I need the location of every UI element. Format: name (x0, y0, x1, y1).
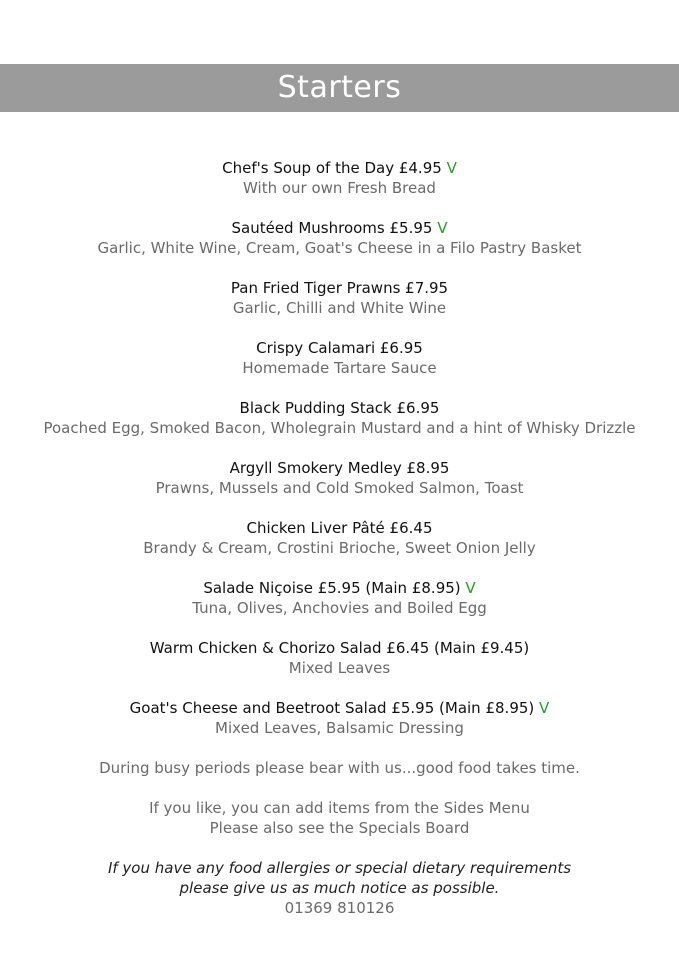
menu-item (0, 158, 679, 198)
vegetarian-marker: V (539, 699, 550, 717)
menu-item-description: Homemade Tartare Sauce (242, 359, 437, 377)
menu-item-name: Goat's Cheese and Beetroot Salad £5.95 (Main £8.95) V (129, 699, 550, 717)
menu-item-name: Pan Fried Tiger Prawns £7.95 (230, 279, 449, 297)
menu-item-description: Garlic, White Wine, Cream, Goat's Cheese in a Filo Pastry Basket (97, 239, 582, 257)
menu-item-name: Warm Chicken & Chorizo Salad £6.45 (Main £9.45) (149, 639, 530, 657)
phone-number: 01369 810126 (284, 899, 395, 917)
section-title: Starters (277, 70, 402, 105)
menu-item-name: Salade Niçoise £5.95 (Main £8.95) V (203, 579, 476, 597)
menu-item-name: Black Pudding Stack £6.95 (239, 399, 440, 417)
menu-item-name: Sautéed Mushrooms £5.95 V (231, 219, 448, 237)
menu-item-description: Prawns, Mussels and Cold Smoked Salmon, Toast (155, 479, 524, 497)
menu-item-description: Garlic, Chilli and White Wine (232, 299, 447, 317)
menu-item-description: Brandy & Cream, Crostini Brioche, Sweet Onion Jelly (143, 539, 536, 557)
allergy-text-line1: If you have any food allergies or special dietary requirements (107, 859, 572, 877)
menu-item-description: With our own Fresh Bread (243, 179, 436, 197)
menu-item-name: Crispy Calamari £6.95 (256, 339, 423, 357)
menu-item-name: Chef's Soup of the Day £4.95 V (222, 159, 457, 177)
menu-item (0, 398, 679, 438)
sides-note (0, 798, 679, 838)
busy-periods-text: During busy periods please bear with us...good food takes time. (99, 759, 580, 777)
vegetarian-marker: V (437, 219, 448, 237)
allergy-text-line2: please give us as much notice as possible. (179, 879, 500, 897)
allergy-note (0, 858, 679, 918)
menu-item-description: Poached Egg, Smoked Bacon, Wholegrain Mustard and a hint of Whisky Drizzle (43, 419, 636, 437)
menu-item (0, 698, 679, 738)
vegetarian-marker: V (446, 159, 457, 177)
menu-item (0, 278, 679, 318)
specials-board-text: Please also see the Specials Board (209, 819, 470, 837)
menu-item-description: Tuna, Olives, Anchovies and Boiled Egg (192, 599, 487, 617)
menu-item (0, 638, 679, 678)
menu-item (0, 518, 679, 558)
section-header-banner (0, 64, 679, 112)
sides-menu-text: If you like, you can add items from the Sides Menu (149, 799, 530, 817)
menu-item (0, 458, 679, 498)
busy-periods-note (0, 758, 679, 778)
menu-item-name: Argyll Smokery Medley £8.95 (229, 459, 450, 477)
menu-item (0, 338, 679, 378)
starters-menu (0, 158, 679, 938)
menu-item-name: Chicken Liver Pâté £6.45 (246, 519, 433, 537)
menu-item (0, 218, 679, 258)
vegetarian-marker: V (465, 579, 476, 597)
menu-item-description: Mixed Leaves (288, 659, 391, 677)
menu-item (0, 578, 679, 618)
menu-item-description: Mixed Leaves, Balsamic Dressing (215, 719, 464, 737)
